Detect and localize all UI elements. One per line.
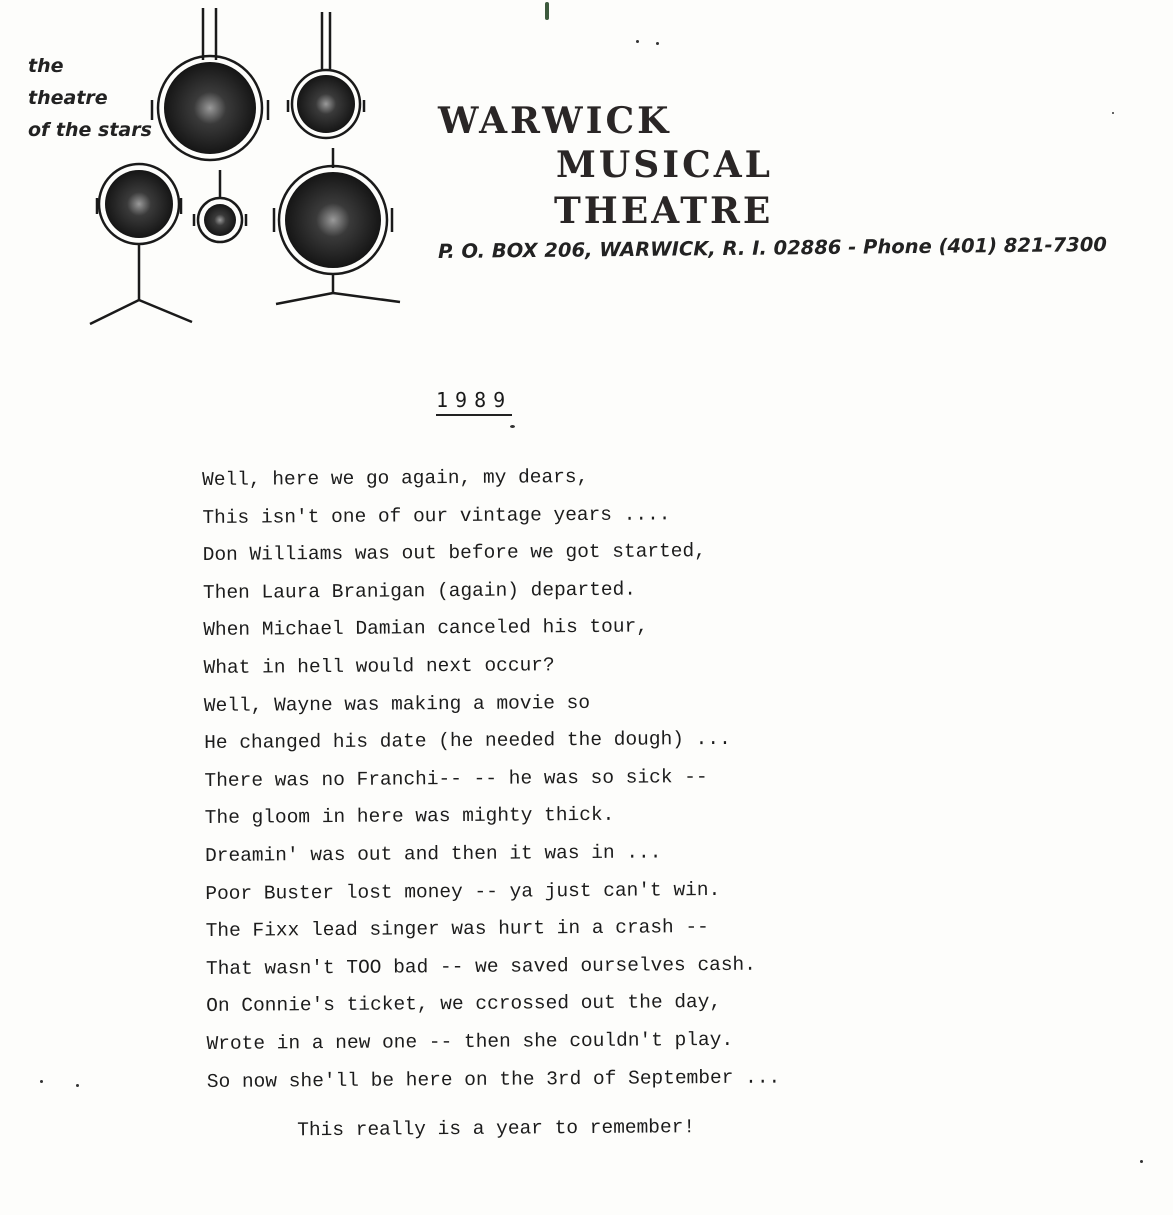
poem-line: The gloom in here was mighty thick.	[204, 804, 615, 830]
scan-speck	[545, 2, 549, 20]
poem-line: There was no Franchi-- -- he was so sick --	[204, 765, 708, 792]
poem-title: 1989	[436, 388, 512, 416]
poem-line: Dreamin' was out and then it was in ...	[204, 841, 662, 867]
poem-line: So now she'll be here on the 3rd of September ...	[206, 1065, 781, 1093]
scan-speck	[636, 40, 639, 43]
poem-line: That wasn't TOO bad -- we saved ourselves cash.	[205, 953, 757, 980]
poem-line: Wrote in a new one -- then she couldn't play.	[206, 1028, 734, 1055]
poem-line: Don Williams was out before we got started,	[202, 540, 706, 567]
tagline-line-1: the	[28, 55, 64, 77]
scan-speck	[76, 1084, 79, 1087]
letterhead-address: P. O. BOX 206, WARWICK, R. I. 02886 - Phone (401) 821-7300	[437, 232, 1108, 263]
tagline-line-3: of the stars	[28, 119, 152, 141]
masthead-line-1: WARWICK	[438, 100, 672, 142]
poem-line: Well, here we go again, my dears,	[202, 465, 589, 491]
poem-line: This isn't one of our vintage years ....	[202, 502, 671, 529]
scan-speck	[1112, 112, 1114, 114]
poem-line: The Fixx lead singer was hurt in a crash --	[205, 916, 709, 943]
poem-line: Poor Buster lost money -- ya just can't win.	[205, 878, 721, 905]
masthead-line-3: THEATRE	[554, 190, 774, 232]
scan-speck	[40, 1080, 43, 1083]
poem-line: Well, Wayne was making a movie so	[203, 691, 591, 717]
tagline-line-2: theatre	[28, 87, 108, 109]
poem-closing-line: This really is a year to remember!	[297, 1116, 696, 1142]
poem-line: When Michael Damian canceled his tour,	[203, 615, 649, 642]
poem-body	[202, 461, 781, 1154]
scan-speck	[1140, 1160, 1143, 1163]
poem-line: What in hell would next occur?	[203, 654, 555, 679]
poem-line: On Connie's ticket, we ccrossed out the day,	[206, 991, 722, 1018]
masthead-line-2: MUSICAL	[556, 144, 773, 186]
stage-lights-logo	[88, 8, 408, 328]
poem-line: Then Laura Branigan (again) departed.	[202, 578, 637, 604]
poem-line: He changed his date (he needed the dough) ...	[204, 728, 731, 755]
scan-speck	[510, 425, 515, 428]
scan-speck	[656, 42, 659, 45]
